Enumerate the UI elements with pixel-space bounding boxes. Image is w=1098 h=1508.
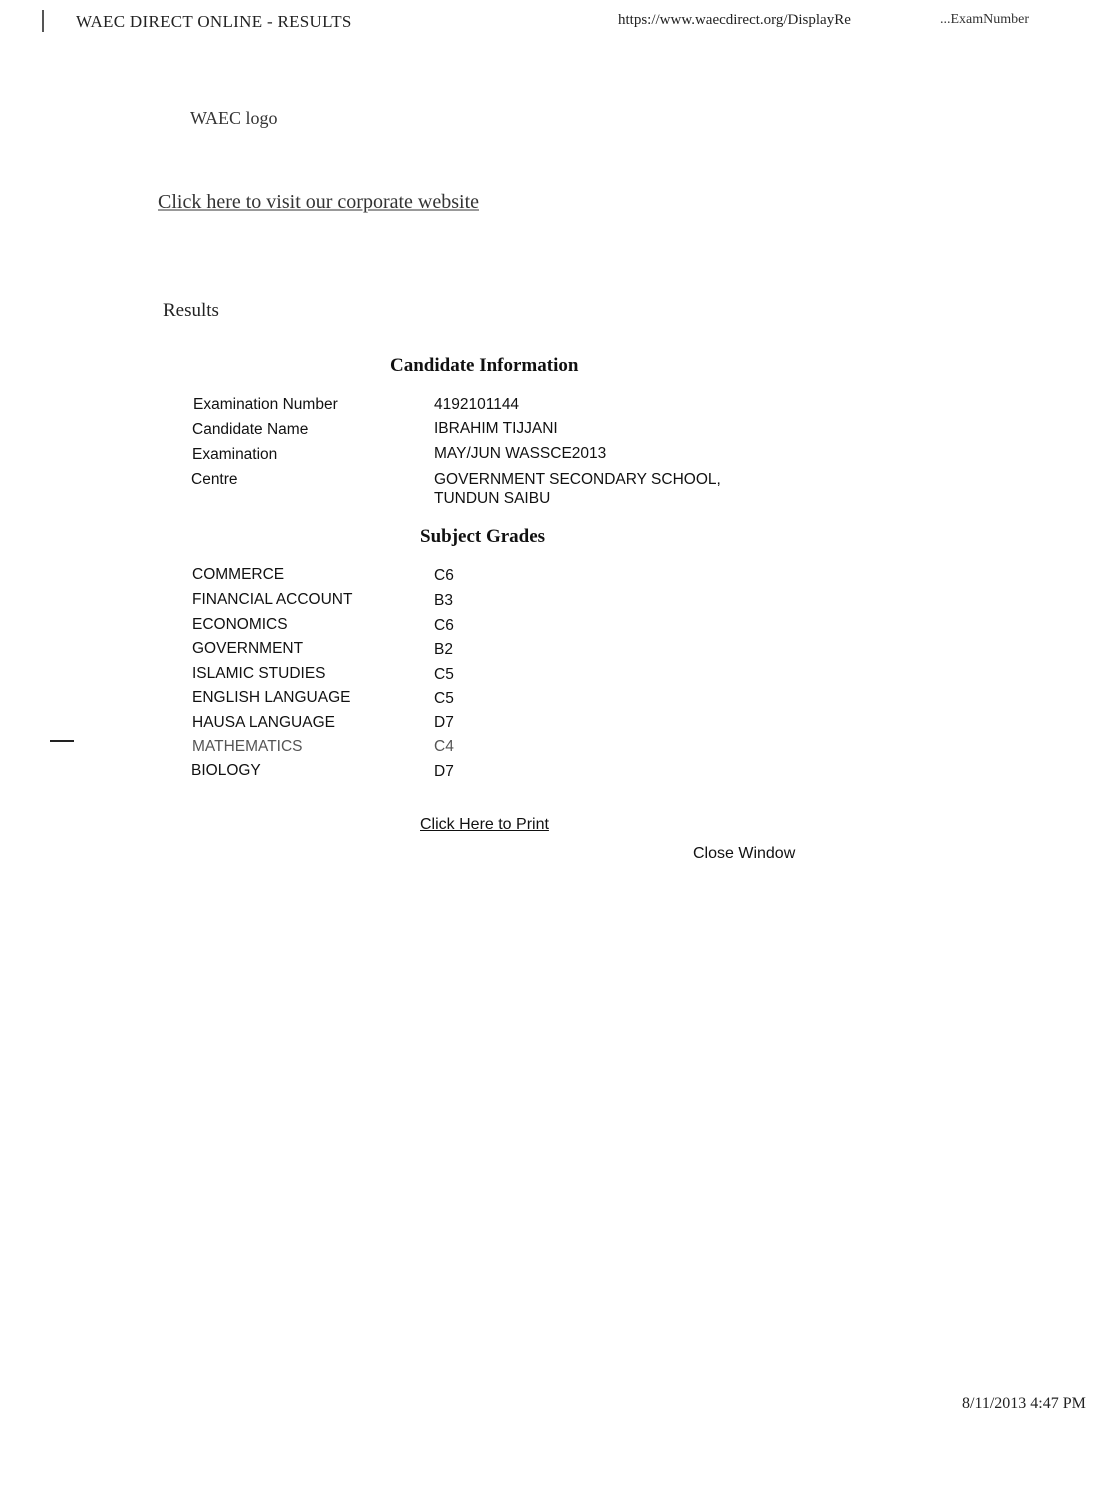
- centre-value-line2: TUNDUN SAIBU: [434, 490, 551, 507]
- subject-name: GOVERNMENT: [192, 640, 304, 657]
- subject-name: ENGLISH LANGUAGE: [192, 689, 351, 706]
- margin-mark: [42, 10, 44, 32]
- candidate-name-label: Candidate Name: [192, 421, 309, 438]
- subject-name: FINANCIAL ACCOUNT: [192, 591, 353, 608]
- print-header-title: WAEC DIRECT ONLINE - RESULTS: [76, 12, 352, 31]
- print-timestamp: 8/11/2013 4:47 PM: [962, 1395, 1086, 1412]
- waec-logo-alt-text: WAEC logo: [190, 108, 278, 128]
- subject-name: MATHEMATICS: [192, 738, 303, 755]
- subject-name: HAUSA LANGUAGE: [192, 714, 335, 731]
- centre-label: Centre: [191, 471, 238, 488]
- subject-grade: B3: [434, 592, 453, 609]
- candidate-name-value: IBRAHIM TIJJANI: [434, 420, 558, 437]
- subject-name: BIOLOGY: [191, 762, 261, 779]
- subject-name: COMMERCE: [192, 566, 285, 583]
- candidate-information-title: Candidate Information: [390, 355, 579, 376]
- subject-grade: D7: [434, 714, 454, 731]
- close-window-link[interactable]: Close Window: [693, 845, 796, 862]
- print-link[interactable]: Click Here to Print: [420, 816, 549, 833]
- margin-dash: [50, 740, 74, 742]
- exam-number-value: 4192101144: [434, 396, 520, 413]
- subject-grade: C6: [434, 617, 454, 634]
- print-header-url: https://www.waecdirect.org/DisplayRe: [618, 12, 851, 28]
- subject-name: ISLAMIC STUDIES: [192, 665, 326, 682]
- subject-grade: C5: [434, 690, 454, 707]
- corporate-website-link[interactable]: Click here to visit our corporate website: [158, 191, 480, 213]
- results-heading: Results: [163, 300, 219, 321]
- print-header-right: ...ExamNumber: [940, 12, 1030, 27]
- subject-grades-title: Subject Grades: [420, 526, 546, 547]
- subject-grade: C6: [434, 567, 454, 584]
- exam-number-label: Examination Number: [193, 396, 338, 413]
- subject-grade: C5: [434, 666, 454, 683]
- examination-value: MAY/JUN WASSCE2013: [434, 445, 607, 462]
- centre-value-line1: GOVERNMENT SECONDARY SCHOOL,: [434, 471, 721, 488]
- subject-grade: B2: [434, 641, 453, 658]
- subject-grade: D7: [434, 763, 454, 780]
- examination-label: Examination: [192, 446, 278, 463]
- subject-grade: C4: [434, 738, 454, 755]
- subject-name: ECONOMICS: [192, 616, 288, 633]
